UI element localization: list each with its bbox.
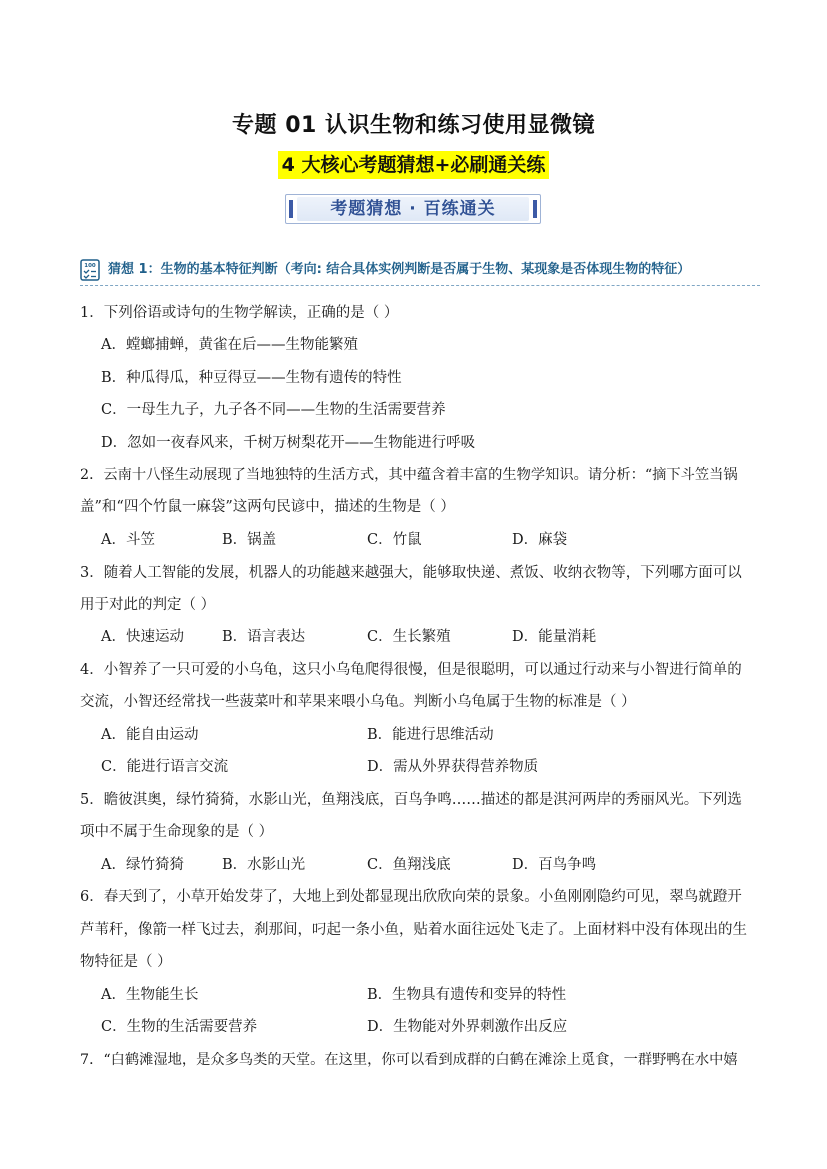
question-3-stem: 3．随着人工智能的发展，机器人的功能越来越强大，能够取快递、煮饭、收纳衣物等，下列哪方面可以 bbox=[80, 565, 742, 581]
question-4-option-b: B．能进行思维活动 bbox=[367, 727, 494, 743]
question-5-stem-line-2: 项中不属于生命现象的是（ ） bbox=[80, 824, 274, 840]
question-3-option-a: A．快速运动 bbox=[101, 629, 184, 645]
question-2-option-c: C．竹鼠 bbox=[367, 532, 422, 548]
question-5-option-a: A．绿竹猗猗 bbox=[101, 857, 184, 873]
question-6-option-b: B．生物具有遗传和变异的特性 bbox=[367, 987, 567, 1003]
question-4-option-d: D．需从外界获得营养物质 bbox=[367, 759, 539, 775]
question-2-option-d: D．麻袋 bbox=[512, 532, 568, 548]
document-subtitle: 4 大核心考题猜想+必刷通关练 bbox=[278, 151, 550, 179]
question-4-stem: 4．小智养了一只可爱的小乌龟，这只小乌龟爬得很慢，但是很聪明，可以通过行动来与小智进行简单的 bbox=[80, 662, 742, 678]
banner-text: 考题猜想 · 百练通关 bbox=[330, 199, 496, 219]
guess-heading bbox=[80, 258, 760, 286]
question-1-option-d: D．忽如一夜春风来，千树万树梨花开——生物能进行呼吸 bbox=[101, 435, 476, 451]
question-6-stem-line-2: 芦苇秆，像箭一样飞过去，刹那间，叼起一条小鱼，贴着水面往远处飞走了。上面材料中没有体现出的生 bbox=[80, 922, 747, 938]
checklist-icon bbox=[80, 259, 100, 281]
question-4-option-c: C．能进行语言交流 bbox=[101, 759, 229, 775]
question-3-stem-line-2: 用于对此的判定（ ） bbox=[80, 597, 216, 613]
question-6-stem-line-3: 物特征是（ ） bbox=[80, 954, 172, 970]
checklist-icon-number: 100 bbox=[84, 263, 96, 269]
question-3-option-b: B．语言表达 bbox=[222, 629, 306, 645]
question-5-stem: 5．瞻彼淇奥，绿竹猗猗，水影山光，鱼翔浅底，百鸟争鸣……描述的都是淇河两岸的秀丽风光。下列选 bbox=[80, 792, 742, 808]
document-title: 专题 01 认识生物和练习使用显微镜 bbox=[232, 113, 595, 138]
question-1-stem: 1．下列俗语或诗句的生物学解读，正确的是（ ） bbox=[80, 305, 399, 321]
question-6-option-c: C．生物的生活需要营养 bbox=[101, 1019, 258, 1035]
subtitle-container bbox=[0, 151, 827, 179]
question-2-stem: 2．云南十八怪生动展现了当地独特的生活方式，其中蕴含着丰富的生物学知识。请分析：“摘下斗笠当锅 bbox=[80, 467, 738, 483]
question-2-option-b: B．锅盖 bbox=[222, 532, 277, 548]
question-6-stem: 6．春天到了，小草开始发芽了，大地上到处都显现出欣欣向荣的景象。小鱼刚刚隐约可见，翠鸟就蹬开 bbox=[80, 889, 742, 905]
question-5-option-c: C．鱼翔浅底 bbox=[367, 857, 451, 873]
question-2-option-a: A．斗笠 bbox=[101, 532, 155, 548]
section-banner bbox=[285, 194, 541, 224]
question-6-option-d: D．生物能对外界刺激作出反应 bbox=[367, 1019, 568, 1035]
question-4-stem-line-2: 交流，小智还经常找一些菠菜叶和苹果来喂小乌龟。判断小乌龟属于生物的标准是（ ） bbox=[80, 694, 636, 710]
question-4-option-a: A．能自由运动 bbox=[101, 727, 199, 743]
guess-heading-text: 猜想 1：生物的基本特征判断（考向: 结合具体实例判断是否属于生物、某现象是否体现生物的特征） bbox=[108, 262, 691, 277]
question-1-option-a: A．螳螂捕蝉，黄雀在后——生物能繁殖 bbox=[101, 337, 358, 353]
question-1-option-c: C．一母生九子，九子各不同——生物的生活需要营养 bbox=[101, 402, 446, 418]
question-7-stem: 7．“白鹤滩湿地，是众多鸟类的天堂。在这里，你可以看到成群的白鹤在滩涂上觅食，一群野鸭在水中嬉 bbox=[80, 1052, 738, 1068]
question-3-option-c: C．生长繁殖 bbox=[367, 629, 451, 645]
question-3-option-d: D．能量消耗 bbox=[512, 629, 597, 645]
question-2-stem-line-2: 盖”和“四个竹鼠一麻袋”这两句民谚中，描述的生物是（ ） bbox=[80, 499, 455, 515]
question-1-option-b: B．种瓜得瓜，种豆得豆——生物有遗传的特性 bbox=[101, 370, 402, 386]
question-6-option-a: A．生物能生长 bbox=[101, 987, 199, 1003]
guess-heading-underline bbox=[80, 285, 760, 286]
question-5-option-d: D．百鸟争鸣 bbox=[512, 857, 597, 873]
question-5-option-b: B．水影山光 bbox=[222, 857, 306, 873]
